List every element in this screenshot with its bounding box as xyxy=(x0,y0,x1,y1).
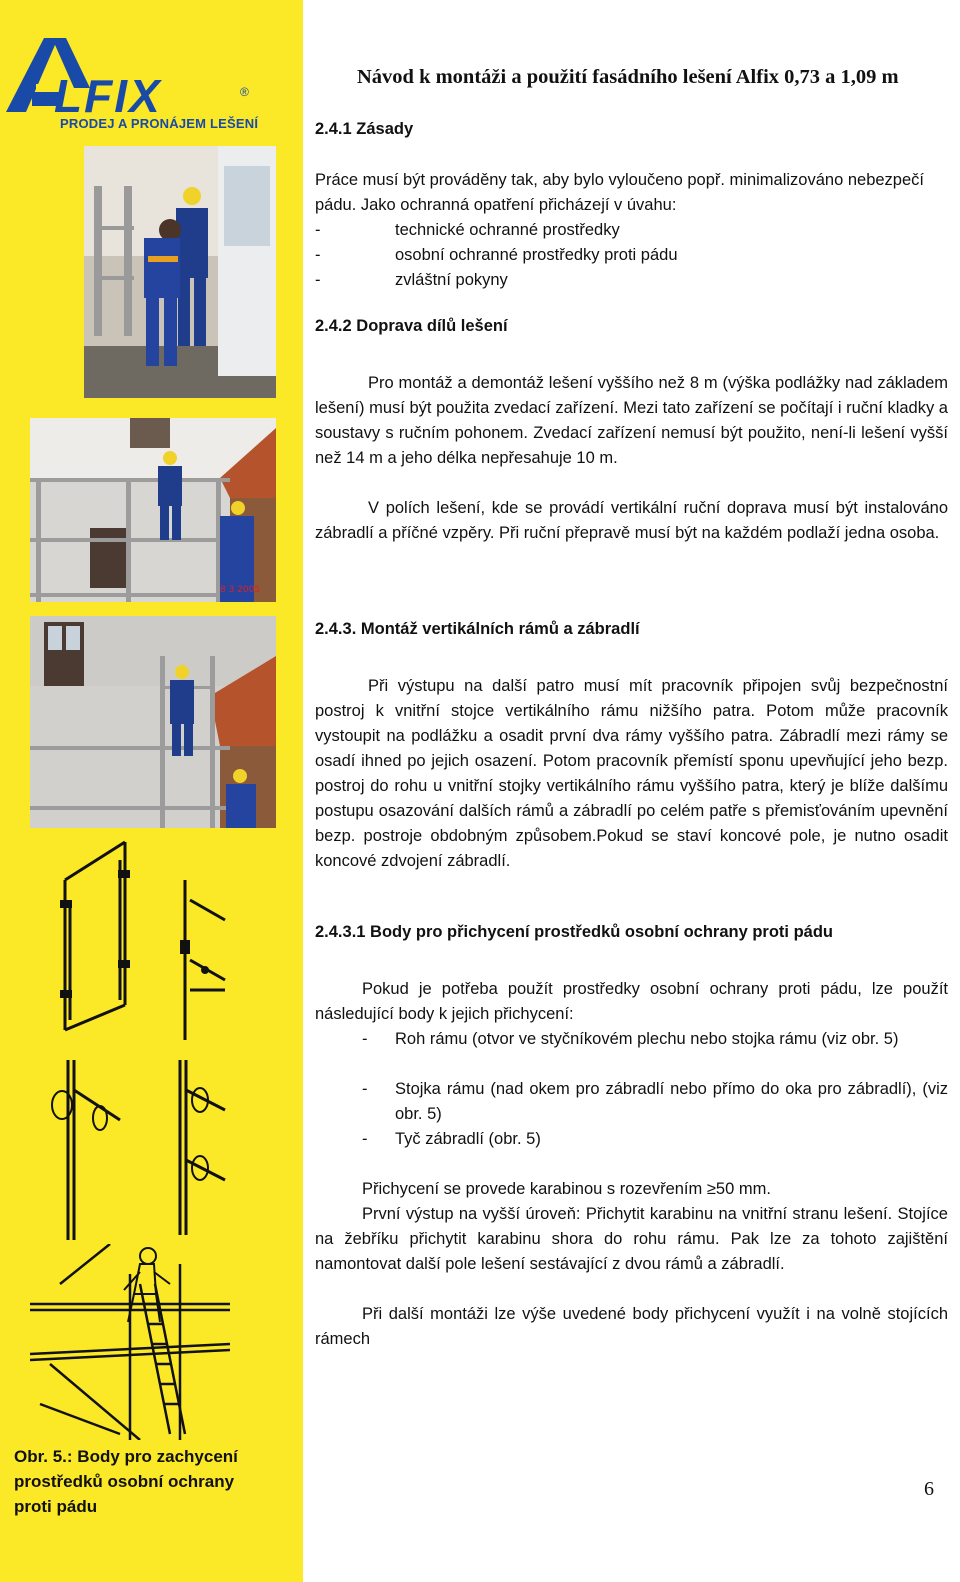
svg-text:LFIX: LFIX xyxy=(54,70,162,122)
list-item-text: zvláštní pokyny xyxy=(395,271,508,289)
heading-2-4-1: 2.4.1 Zásady xyxy=(315,120,414,138)
list-item-text: Stojka rámu (nad okem pro zábradlí nebo přímo do oka pro zábradlí), (viz obr. 5) xyxy=(395,1080,948,1123)
list-dash: - xyxy=(362,1030,368,1048)
svg-text:®: ® xyxy=(240,85,249,99)
logo-tagline: PRODEJ A PRONÁJEM LEŠENÍ xyxy=(60,116,259,131)
document-title: Návod k montáži a použití fasádního lešení Alfix 0,73 a 1,09 m xyxy=(357,66,899,88)
list-dash: - xyxy=(362,1130,368,1148)
paragraph-2-4-3-assembly: Při výstupu na další patro musí mít pracovník připojen svůj bezpečnostní postroj k vnitřní stojce vertikálního rámu nižšího patra. Potom může pracovník vystoupit na podlážku a osadit první dva rámy vyššího patra. Zábradlí mezi rámy se osadí ihned po jejich osazení. Potom pracovník přemístí sponu upevňující jeho bezp. postroj do rohu u vnitřní stojky vertikálního rámu vyššího patra, který je blíže dalšímu postupu osazování dalších rámů a zábradlí po celém patře s přemisťováním upevnění bezp. postroje obdobným způsobem.Pokud se staví koncové pole, je nutno osadit koncové zdvojení zábradlí. xyxy=(315,677,948,870)
list-dash: - xyxy=(362,1080,368,1098)
list-item-text: Roh rámu (otvor ve styčníkovém plechu nebo stojka rámu (viz obr. 5) xyxy=(395,1030,899,1048)
heading-2-4-2: 2.4.2 Doprava dílů lešení xyxy=(315,317,508,335)
heading-2-4-3: 2.4.3. Montáž vertikálních rámů a zábradlí xyxy=(315,620,640,638)
photo-harness-worker xyxy=(84,146,276,398)
paragraph-2-4-3-1-further: Při další montáži lze výše uvedené body přichycení využít i na volně stojících rámech xyxy=(315,1305,948,1348)
list-item xyxy=(362,1127,948,1152)
drawing-frame-anchor-points xyxy=(40,840,230,1040)
paragraph-2-4-3-1-first-climb: První výstup na vyšší úroveň: Přichytit karabinu na vnitřní stranu lešení. Stojíce na žebříku přichytit karabinu shora do rohu rámu. Pak lze za tohoto zajištění namontovat další pole lešení sestávající z dvou rámů a zábradlí. xyxy=(315,1205,948,1273)
drawing-worker-ladder xyxy=(30,1244,230,1440)
drawing-upright-carabiners xyxy=(40,1060,230,1240)
list-item xyxy=(362,1077,948,1127)
list-item-text: Tyč zábradlí (obr. 5) xyxy=(395,1130,541,1148)
figure-caption: Obr. 5.: Body pro zachycení prostředků osobní ochrany proti pádu xyxy=(14,1447,238,1516)
page-number: 6 xyxy=(924,1478,934,1500)
paragraph-2-4-2-lifting: Pro montáž a demontáž lešení vyššího než 8 m (výška podlážky nad základem lešení) musí být použita zvedací zařízení. Mezi tato zařízení se počítají i ruční kladky a soustavy s ručním pohonem. Zvedací zařízení nemusí být použito, není-li lešení vyšší než 14 m a jeho délka nepřesahuje 10 m. xyxy=(315,374,948,467)
list-dash: - xyxy=(315,271,321,289)
heading-2-4-3-1: 2.4.3.1 Body pro přichycení prostředků osobní ochrany proti pádu xyxy=(315,923,834,941)
list-dash: - xyxy=(315,221,321,239)
list-item xyxy=(362,1027,948,1052)
list-item-text: osobní ochranné prostředky proti pádu xyxy=(395,246,678,264)
paragraph-2-4-3-1-intro: Pokud je potřeba použít prostředky osobní ochrany proti pádu, lze použít následující body k jejich přichycení: xyxy=(315,980,948,1023)
svg-text:8 3 2005: 8 3 2005 xyxy=(220,585,261,595)
list-dash: - xyxy=(315,246,321,264)
photo-scaffold-workers xyxy=(30,418,276,602)
list-item-text: technické ochranné prostředky xyxy=(395,221,620,239)
paragraph-2-4-1-intro: Práce musí být prováděny tak, aby bylo vyloučeno popř. minimalizováno nebezpečí pádu. Jako ochranná opatření přicházejí v úvahu: xyxy=(315,171,924,214)
paragraph-2-4-3-1-carabiner: Přichycení se provede karabinou s rozevřením ≥50 mm. xyxy=(362,1180,771,1198)
paragraph-2-4-2-manual: V polích lešení, kde se provádí vertikální ruční doprava musí být instalováno zábradlí a příčné vzpěry. Při ruční přepravě musí být na každém podlaží jedna osoba. xyxy=(315,499,948,542)
sidebar xyxy=(0,0,303,1582)
photo-worker-climbing xyxy=(30,616,276,828)
